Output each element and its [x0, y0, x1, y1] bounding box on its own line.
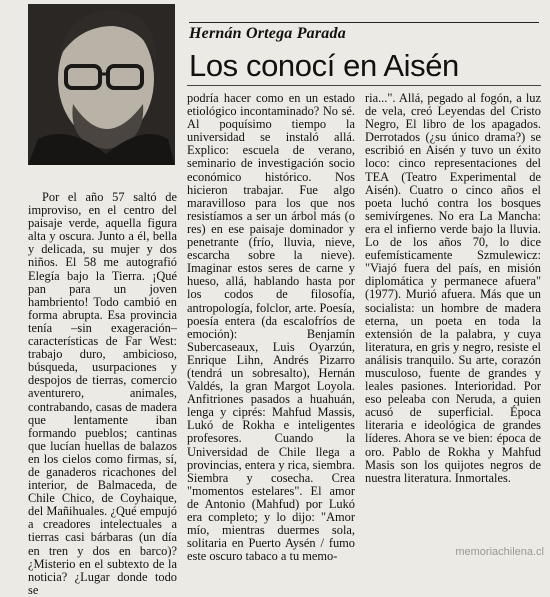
- article-column-3: [365, 92, 541, 485]
- divider: [187, 85, 541, 86]
- article-column-1: [28, 191, 177, 597]
- article-column-2: [187, 92, 355, 563]
- watermark: memoriachilena.cl: [455, 546, 544, 558]
- column-text: podría hacer como en un estado etiológico incontaminado? No sé. Al poquísimo tiempo la universidad se instaló allá. Explico: escuela de verano, seminario de investigación socio económico histórico. Nos hicieron trabajar. Fue algo maravilloso para los que nos resistíamos a ser un árbol más (o res) en ese paisaje dominador y penetrante (frío, lluvia, nieve, escarcha sobre la nieve). Imaginar estos seres de carne y hueso, allá, hablando hasta por los codos de filosofía, antropología, folclor, arte. Poesía, poesía entera (da escalofríos de emoción): Benjamín Subercaseaux, Luis Oyarzún, Enrique Lihn, Andrés Pizarro (tendrá un sobresalto), Hernán Valdés, la gran Margot Loyola. Anfitriones pasados a huahuán, lenga y ciprés: Mahfud Massis, Lukó de Rokha e inteligentes profesores. Cuando la Universidad de Chile llega a provincias, entera y rica, siembra. Siembra y cosecha. Crea "momentos estelares". El amor de Antonio (Mahfud) por Lukó era completo; y lo dijo: "Amor mío, mientras duermes sola, solitaria en Puerto Aysén / fumo este oscuro tabaco a tu memo-: [187, 91, 355, 564]
- column-text: ria...". Allá, pegado al fogón, a luz de vela, creó Leyendas del Cristo Negro, El libro de los apagados. Derrotados (¿su único drama?) se escribió en Aisén y tuvo un éxito loco: cinco representaciones del TEA (Teatro Experimental de Aisén). Cuatro o cinco años el poeta luchó contra los bosques semivírgenes. No era La Mancha: era el infierno verde bajo la lluvia. Lo de los años 70, lo dice eufemísticamente Szmulewicz: "Viajó fuera del país, en misión diplomática y permanece afuera" (1977). Murió afuera. Más que un socialista: un hombre de madera eterna, un poeta en toda la extensión de la palabra, y cuya literatura, en gris y negro, resiste el análisis tranquilo. Su arte, corazón musculoso, fuente de grandes y leales pasiones. Interioridad. Por eso peleaba con Neruda, a quien acusó de superficial. Época literaria e ideológica de grandes líderes. Ahora se ve bien: época de oro. Pablo de Rokha y Mahfud Masis son los quijotes negros de nuestra literatura. Inmortales.: [365, 91, 541, 485]
- author-photo: [28, 4, 175, 165]
- column-text: Por el año 57 saltó de improviso, en el centro del paisaje verde, aquella figura alta y oscura. Junto a él, bella y delicada, su mujer y dos niños. El 58 me autografió Elegía bajo la Tierra. ¡Qué pan para un joven hambriento! Todo cambió en forma abrupta. Esa provincia tenía –sin exageración– características de Far West: trabajo duro, ambicioso, búsqueda, usurpaciones y despojos de tierras, comercio aventurero, animales, contrabando, casas de madera que lentamente iban formando pueblos; cantinas que lucían huellas de balazos en los cielos como firmas, sí, de ganaderos ricachones del interior, de Balmaceda, de Chile Chico, de Coyhaique, del Mañihuales. ¿Qué empujó a creadores intelectuales a tierras casi bárbaras (un día en tren y dos en barco)? ¿Misterio en el subtexto de la noticia? ¿Lugar donde todo se: [28, 190, 177, 597]
- author-byline: Hernán Ortega Parada: [189, 22, 539, 43]
- article-title: Los conocí en Aisén: [189, 48, 459, 83]
